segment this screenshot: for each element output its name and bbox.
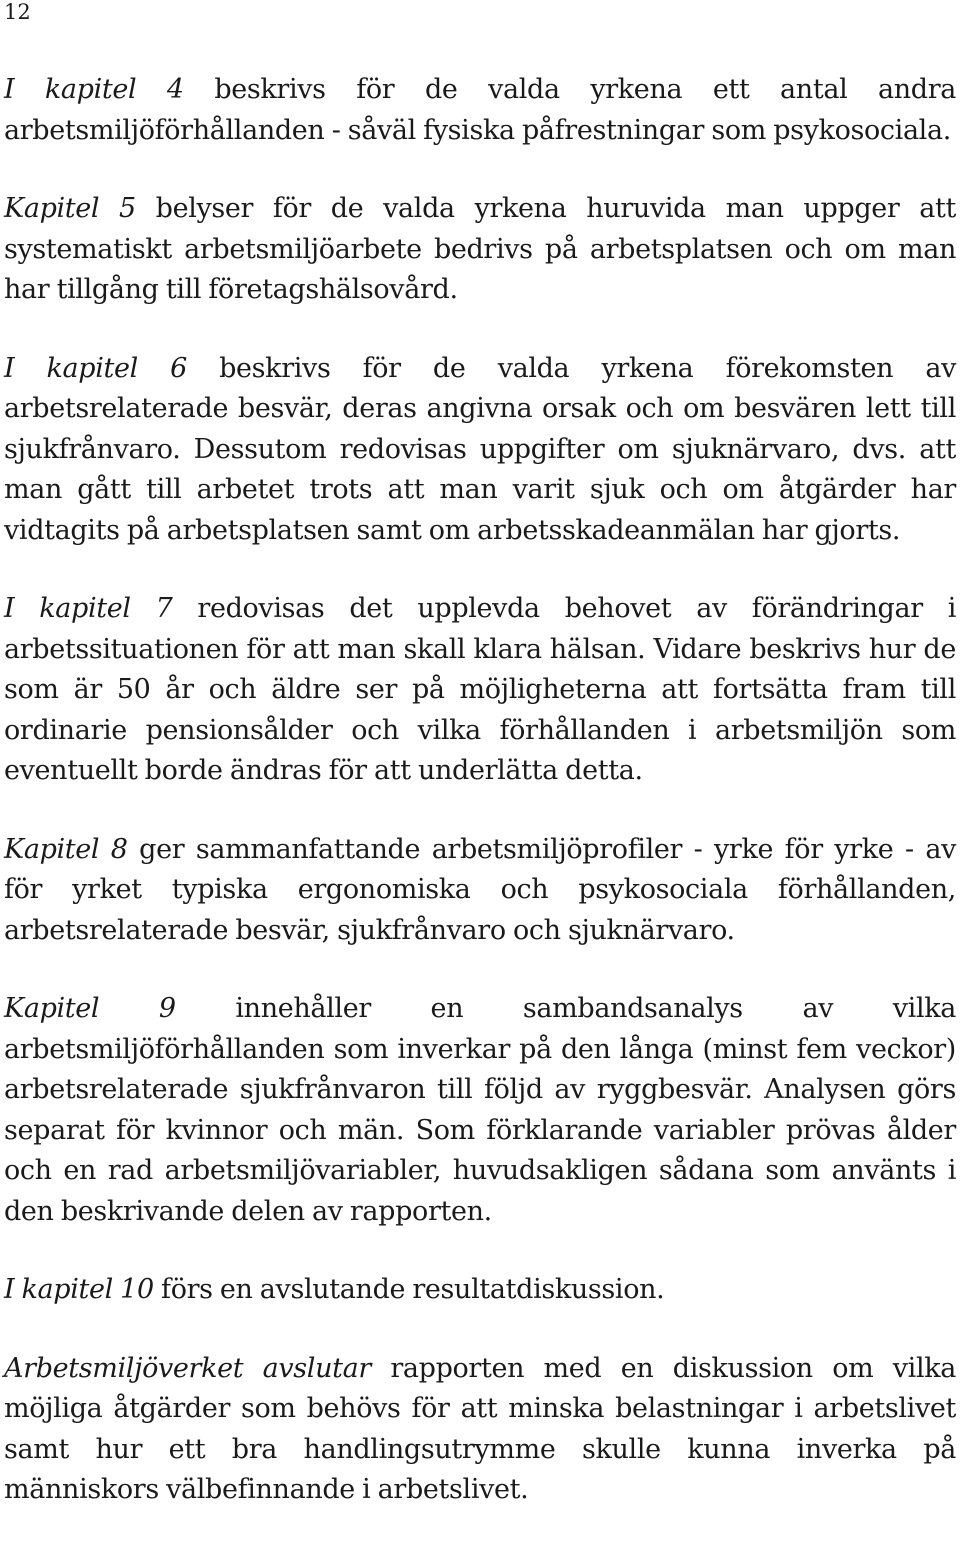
paragraph-text: beskrivs för de valda yrkena förekomsten av arbetsrelaterade besvär, deras angivna orsak och om besvären lett till sjukfrånvaro. Dessutom redovisas uppgifter om sjuknärvaro, dvs. att man gått till arbetet trots att man varit sjuk och om åtgärder har vidtagits på arbetsplatsen samt om arbetsskadeanmälan har gjorts.	[4, 352, 956, 546]
paragraph-chapter-7	[4, 589, 956, 792]
paragraph-chapter-4	[4, 70, 956, 151]
paragraph-text: förs en avslutande resultatdiskussion.	[153, 1274, 665, 1305]
paragraph-chapter-10	[4, 1270, 956, 1311]
paragraph-chapter-5	[4, 189, 956, 311]
paragraph-chapter-9	[4, 989, 956, 1232]
paragraph-text: belyser för de valda yrkena huruvida man uppger att systematiskt arbetsmiljöarbete bedrivs på arbetsplatsen och om man har tillgång till företagshälsovård.	[4, 193, 957, 305]
page-number: 12	[4, 0, 31, 24]
document-body	[4, 70, 956, 1549]
paragraph-closing	[4, 1349, 956, 1511]
paragraph-chapter-8	[4, 830, 956, 952]
paragraph-text: redovisas det upplevda behovet av förändringar i arbetssituationen för att man skall klara hälsan. Vidare beskrivs hur de som är 50 år och äldre ser på möjligheterna att fortsätta fram till ordinarie pensionsålder och vilka förhållanden i arbetsmiljön som eventuellt borde ändras för att underlätta detta.	[4, 593, 956, 786]
paragraph-text: ger sammanfattande arbetsmiljöprofiler - yrke för yrke - av för yrket typiska ergonomiska och psykosociala förhållanden, arbetsrelaterade besvär, sjukfrånvaro och sjuknärvaro.	[4, 833, 956, 946]
chapter-reference: Kapitel 8	[4, 833, 128, 865]
paragraph-chapter-6	[4, 349, 956, 552]
chapter-reference: I kapitel 4	[4, 74, 184, 105]
chapter-reference: I kapitel 6	[4, 352, 187, 384]
chapter-reference: I kapitel 7	[4, 593, 173, 624]
chapter-reference: Arbetsmiljöverket avslutar	[4, 1352, 371, 1384]
paragraph-text: beskrivs för de valda yrkena ett antal andra arbetsmiljöförhållanden - såväl fysiska påfrestningar som psykosociala.	[4, 74, 956, 146]
chapter-reference: Kapitel 9	[4, 993, 176, 1024]
chapter-reference: I kapitel 10	[4, 1274, 154, 1305]
paragraph-text: rapporten med en diskussion om vilka möjliga åtgärder som behövs för att minska belastningar i arbetslivet samt hur ett bra handlingsutrymme skulle kunna inverka på människors välbefinnande i arbetslivet.	[4, 1352, 956, 1505]
paragraph-text: innehåller en sambandsanalys av vilka arbetsmiljöförhållanden som inverkar på den långa (minst fem veckor) arbetsrelaterade sjukfrånvaron till följd av ryggbesvär. Analysen görs separat för kvinnor och män. Som förklarande variabler prövas ålder och en rad arbetsmiljövariabler, huvudsakligen sådana som använts i den beskrivande delen av rapporten.	[4, 993, 956, 1227]
chapter-reference: Kapitel 5	[4, 193, 136, 224]
